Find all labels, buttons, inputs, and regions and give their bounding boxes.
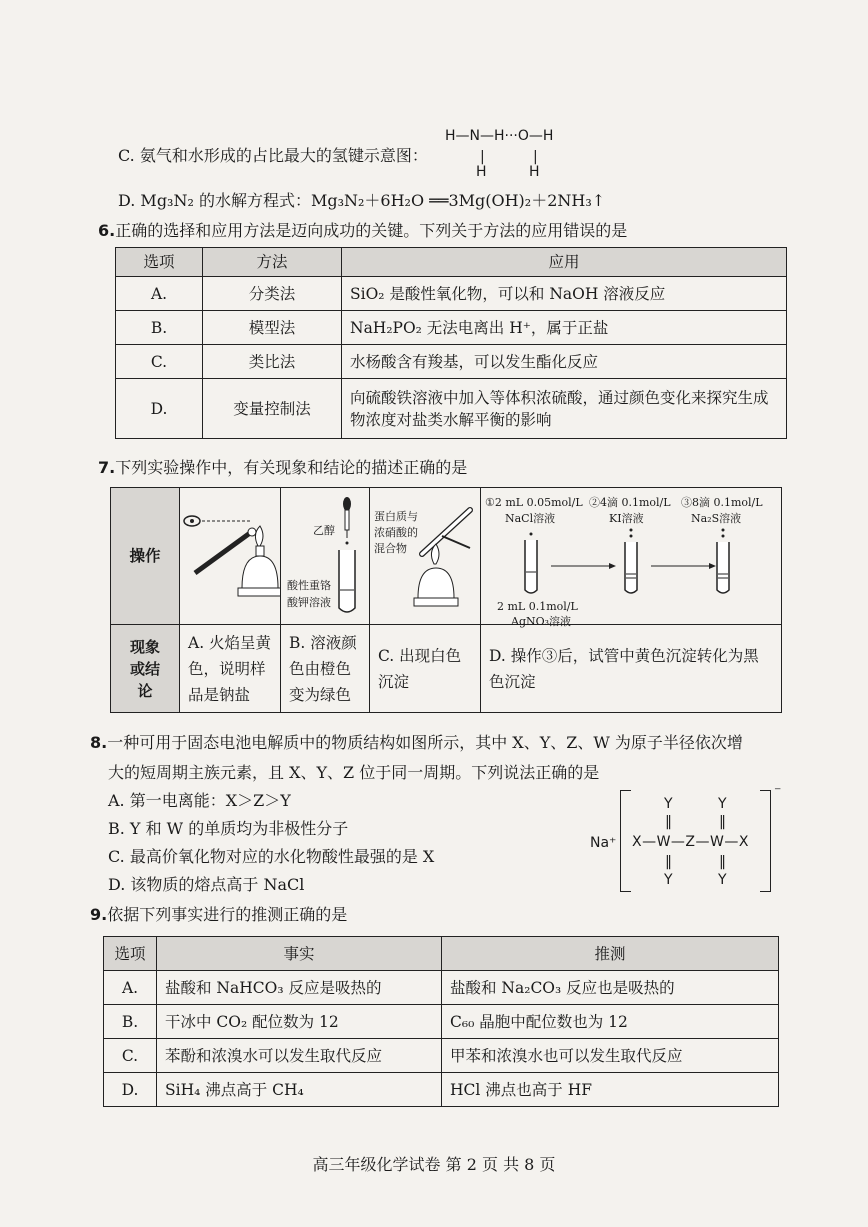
struct-chain: X—W—Z—W—X — [632, 834, 749, 850]
q6-row-a-app: SiO₂ 是酸性氧化物，可以和 NaOH 溶液反应 — [342, 277, 787, 311]
d-label-2: ②4滴 0.1mol/L — [589, 496, 671, 509]
q8-option-b: B. Y 和 W 的单质均为非极性分子 — [108, 819, 349, 838]
q6-row-d-app: 向硫酸铁溶液中加入等体积浓硫酸，通过颜色变化来探究生成物浓度对盐类水解平衡的影响 — [342, 379, 787, 439]
d-label-1: ①2 mL 0.05mol/L — [485, 496, 583, 509]
q8-option-c: C. 最高价氧化物对应的水化物酸性最强的是 X — [108, 847, 435, 866]
c-label-1: 蛋白质与 — [374, 510, 418, 523]
q9-row-b-option: B. — [104, 1005, 157, 1039]
q7-res-label: 现象或结论 — [111, 625, 180, 713]
q6-row-d-method: 变量控制法 — [203, 379, 342, 439]
q9-row-d-option: D. — [104, 1073, 157, 1107]
hbond-top: H—N—H···O—H — [445, 128, 554, 144]
test-tube-sequence — [481, 488, 761, 618]
b-label-dichromate-2: 酸钾溶液 — [287, 596, 331, 609]
hbond-h-right: H — [529, 164, 540, 180]
tube-1 — [525, 533, 537, 594]
struct-charge: ⁻ — [774, 784, 782, 800]
q6-row-a-method: 分类法 — [203, 277, 342, 311]
q7-table — [110, 487, 782, 713]
q8-stem-1 — [90, 732, 743, 754]
struct-y-tl: Y — [664, 796, 673, 812]
q9-row-b-fact: 干冰中 CO₂ 配位数为 12 — [157, 1005, 442, 1039]
hbond-h-left: H — [476, 164, 487, 180]
d-label-1b: NaCl溶液 — [505, 512, 556, 525]
q8-structure — [590, 784, 790, 896]
q7-res-a: A. 火焰呈黄色，说明样品是钠盐 — [180, 625, 281, 713]
q8-stem-2: 大的短周期主族元素，且 X、Y、Z 位于同一周期。下列说法正确的是 — [108, 763, 600, 782]
q7-stem-text: 下列实验操作中，有关现象和结论的描述正确的是 — [115, 458, 468, 477]
q6-header-option: 选项 — [116, 248, 203, 277]
q5-option-c: C. 氨气和水形成的占比最大的氢键示意图： — [118, 146, 428, 165]
bracket-left — [620, 790, 631, 892]
struct-y-br: Y — [718, 872, 727, 888]
q9-header-option: 选项 — [104, 937, 157, 971]
q7-op-a — [180, 488, 281, 625]
q8-number: 8. — [90, 733, 108, 752]
q6-row-d-option: D. — [116, 379, 203, 439]
b-label-ethanol: 乙醇 — [313, 524, 335, 537]
q9-row-d-fact: SiH₄ 沸点高于 CH₄ — [157, 1073, 442, 1107]
flame-test-illustration — [180, 488, 280, 618]
tube-3 — [717, 529, 729, 594]
d-label-b2: AgNO₃溶液 — [511, 615, 572, 628]
q7-res-c: C. 出现白色沉淀 — [370, 625, 481, 713]
struct-eq-tr: ‖ — [719, 814, 726, 830]
struct-y-bl: Y — [664, 872, 673, 888]
q5-option-d: D. Mg₃N₂ 的水解方程式：Mg₃N₂＋6H₂O ══3Mg(OH)₂＋2NH₃↑ — [118, 191, 606, 210]
d-label-3b: Na₂S溶液 — [691, 512, 742, 525]
q6-row-c-app: 水杨酸含有羧基，可以发生酯化反应 — [342, 345, 787, 379]
struct-eq-bl: ‖ — [665, 854, 672, 870]
page-footer: 高三年级化学试卷 第 2 页 共 8 页 — [312, 1155, 556, 1174]
q6-number: 6. — [98, 221, 116, 240]
q9-table — [103, 936, 779, 1107]
q6-stem-text: 正确的选择和应用方法是迈向成功的关键。下列关于方法的应用错误的是 — [115, 221, 628, 240]
q7-res-d: D. 操作③后，试管中黄色沉淀转化为黑色沉淀 — [481, 625, 782, 713]
hbond-bar-left: | — [480, 149, 485, 165]
d-label-2b: KI溶液 — [609, 512, 644, 525]
q8-option-a: A. 第一电离能：X＞Z＞Y — [108, 791, 291, 810]
q6-row-c-method: 类比法 — [203, 345, 342, 379]
q6-row-b-method: 模型法 — [203, 311, 342, 345]
q9-row-c-option: C. — [104, 1039, 157, 1073]
q9-header-guess: 推测 — [442, 937, 779, 971]
q8-option-d: D. 该物质的熔点高于 NaCl — [108, 875, 305, 894]
q6-header-application: 应用 — [342, 248, 787, 277]
heating-tube-illustration — [370, 488, 480, 618]
b-label-dichromate-1: 酸性重铬 — [287, 579, 331, 592]
d-label-3: ③8滴 0.1mol/L — [681, 496, 763, 509]
q8-stem-text-1: 一种可用于固态电池电解质中的物质结构如图所示，其中 X、Y、Z、W 为原子半径依次增 — [107, 733, 743, 752]
struct-y-tr: Y — [718, 796, 727, 812]
q7-stem — [98, 457, 467, 479]
q7-op-b — [281, 488, 370, 625]
q9-row-a-guess: 盐酸和 Na₂CO₃ 反应也是吸热的 — [442, 971, 779, 1005]
c-label-2: 浓硝酸的 — [374, 526, 418, 539]
tube-2 — [625, 529, 637, 594]
q9-number: 9. — [90, 905, 108, 924]
q6-row-b-app: NaH₂PO₂ 无法电离出 H⁺，属于正盐 — [342, 311, 787, 345]
c-label-3: 混合物 — [374, 542, 407, 555]
struct-eq-br: ‖ — [719, 854, 726, 870]
q9-row-d-guess: HCl 沸点也高于 HF — [442, 1073, 779, 1107]
q7-op-label: 操作 — [111, 488, 180, 625]
struct-na: Na⁺ — [590, 835, 617, 851]
q6-row-a-option: A. — [116, 277, 203, 311]
q6-header-method: 方法 — [203, 248, 342, 277]
d-label-b1: 2 mL 0.1mol/L — [497, 600, 578, 613]
q7-op-c — [370, 488, 481, 625]
q6-stem — [98, 220, 627, 242]
q9-row-c-guess: 甲苯和浓溴水也可以发生取代反应 — [442, 1039, 779, 1073]
q9-stem — [90, 904, 347, 926]
bracket-right — [760, 790, 771, 892]
q9-row-a-fact: 盐酸和 NaHCO₃ 反应是吸热的 — [157, 971, 442, 1005]
q7-op-d — [481, 488, 782, 628]
q6-row-c-option: C. — [116, 345, 203, 379]
q5-c-hbond-structure — [445, 128, 575, 178]
q7-res-b: B. 溶液颜色由橙色变为绿色 — [281, 625, 370, 713]
struct-eq-tl: ‖ — [665, 814, 672, 830]
q9-header-fact: 事实 — [157, 937, 442, 971]
q7-number: 7. — [98, 458, 116, 477]
q9-row-b-guess: C₆₀ 晶胞中配位数也为 12 — [442, 1005, 779, 1039]
q6-row-b-option: B. — [116, 311, 203, 345]
q9-row-a-option: A. — [104, 971, 157, 1005]
hbond-bar-right: | — [533, 149, 538, 165]
q9-row-c-fact: 苯酚和浓溴水可以发生取代反应 — [157, 1039, 442, 1073]
q6-table — [115, 247, 787, 439]
q9-stem-text: 依据下列事实进行的推测正确的是 — [107, 905, 348, 924]
